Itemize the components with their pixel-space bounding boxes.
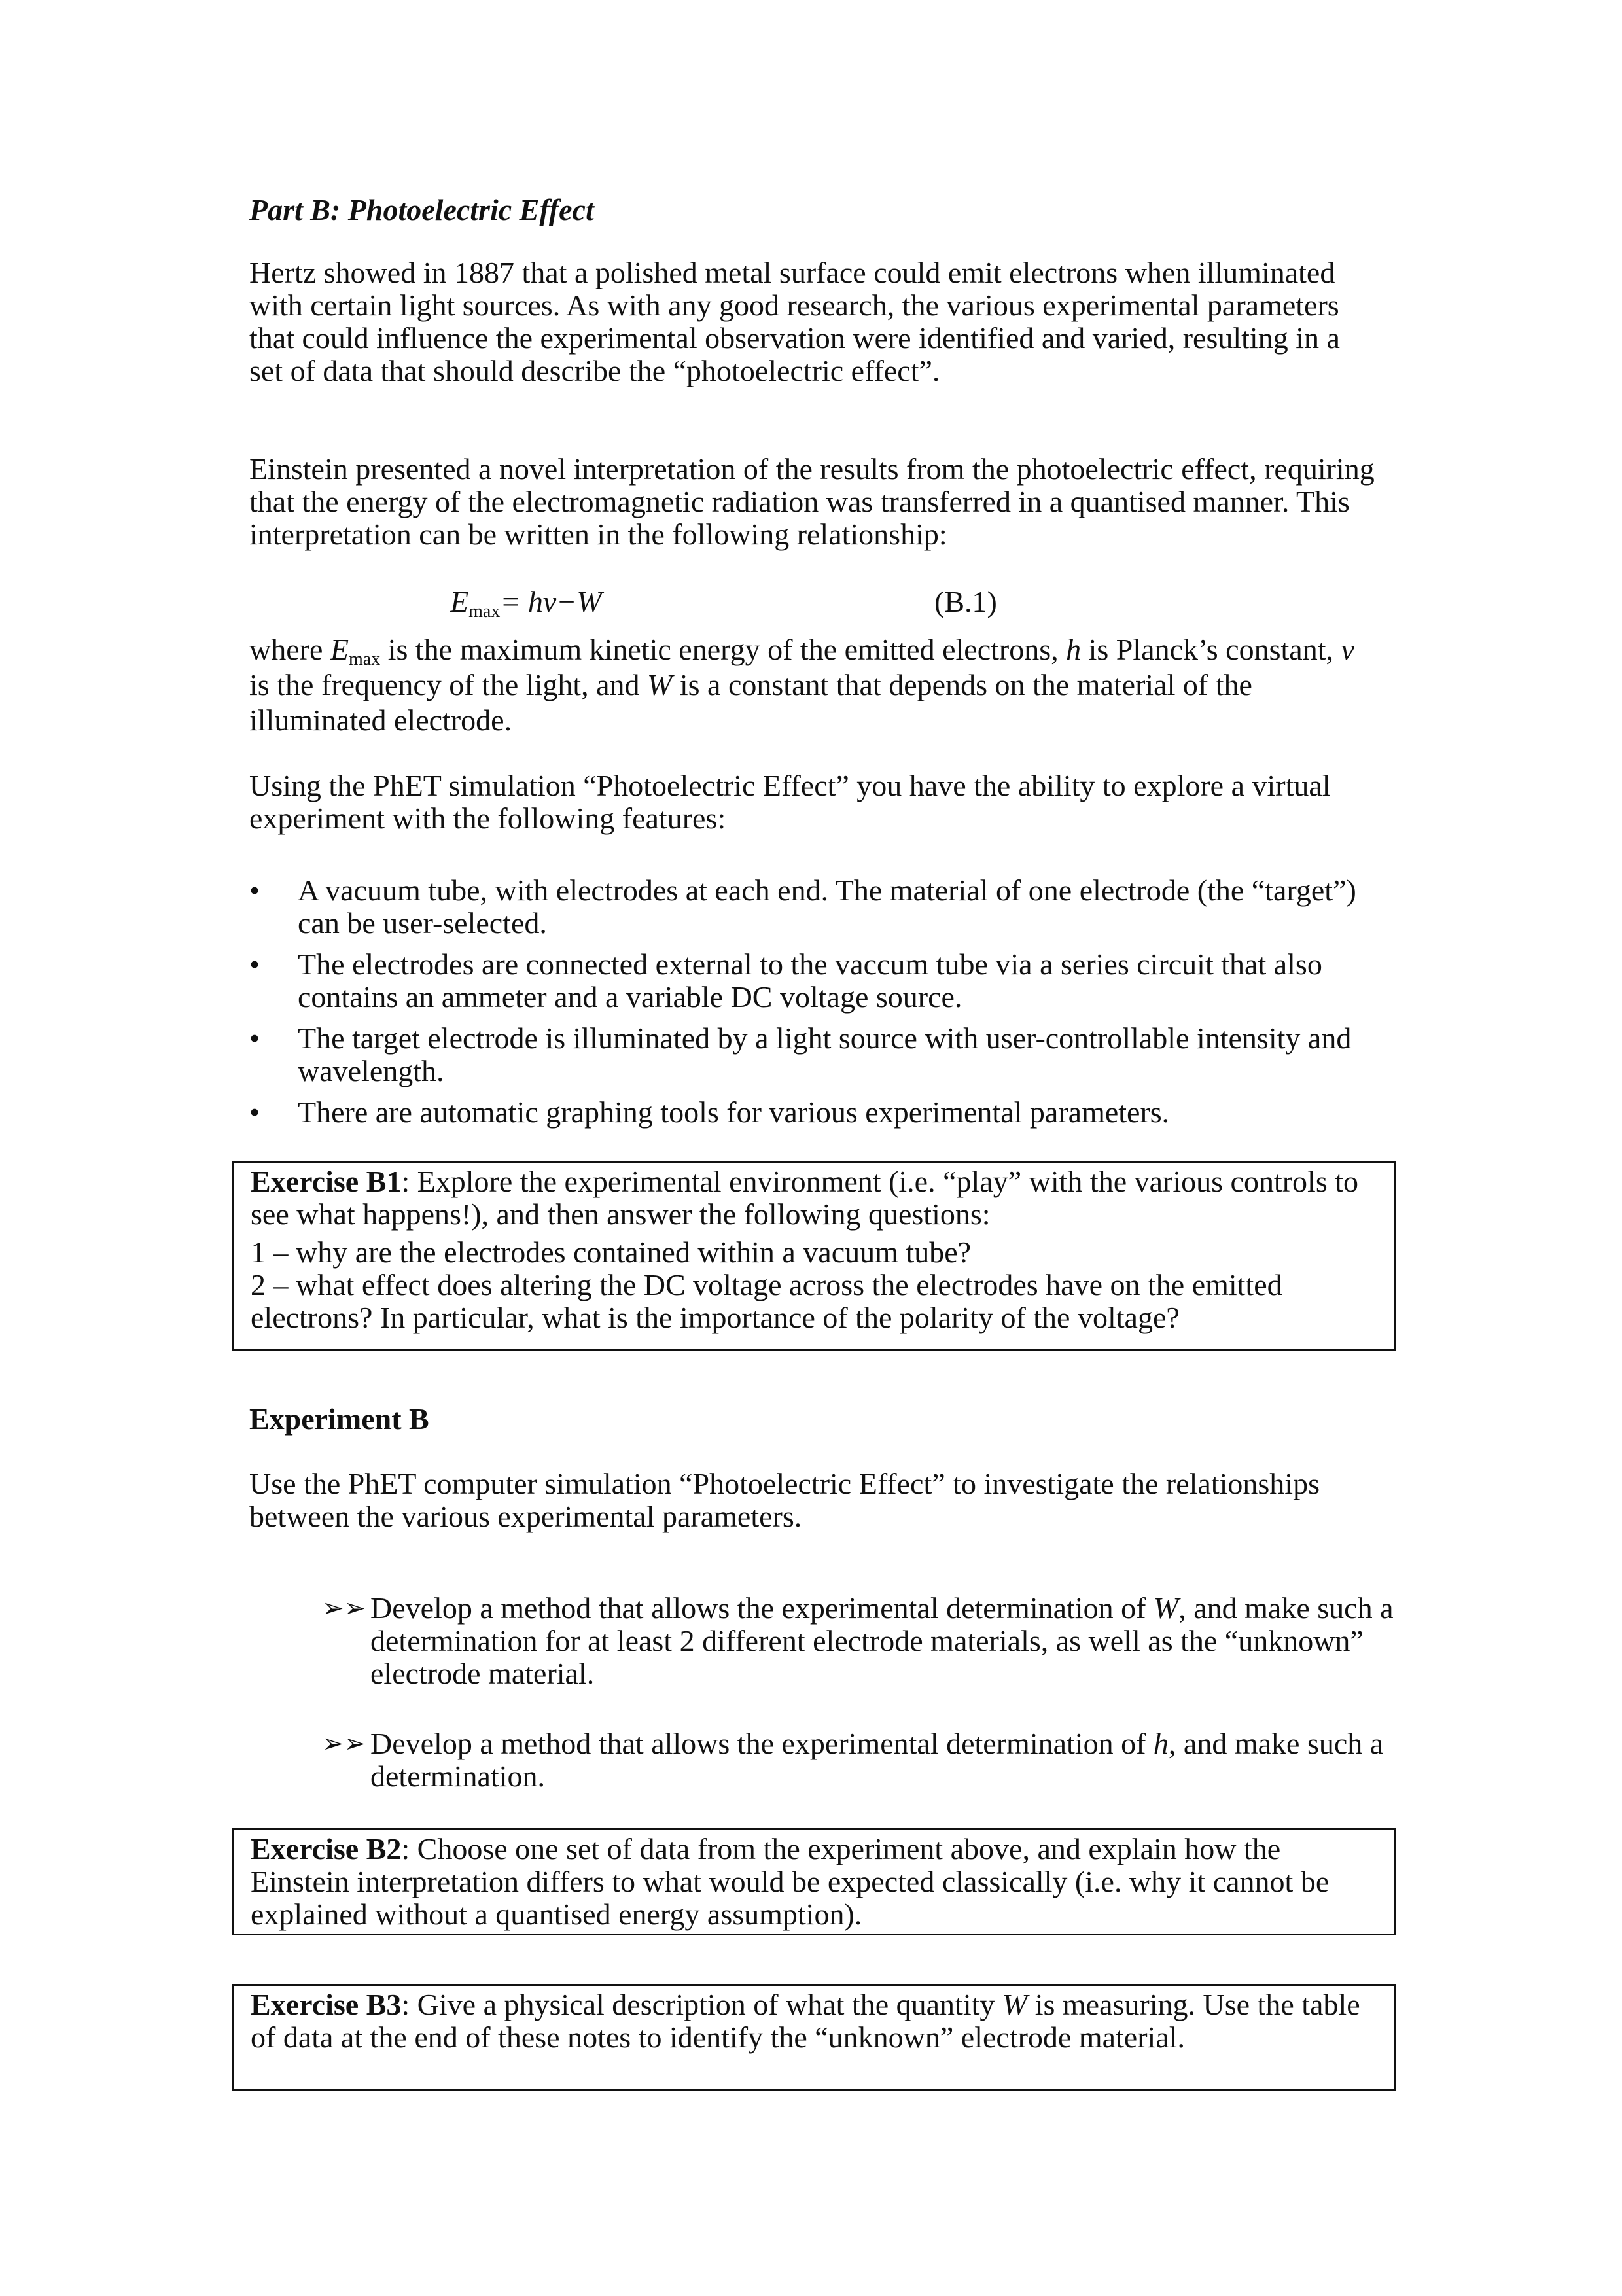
exercise-b2-box [232, 1828, 1396, 1935]
eq-rhs: = hν−W [500, 585, 602, 618]
text: is the frequency of the light, and [249, 668, 648, 701]
bullet-icon: • [249, 947, 260, 981]
var-W: W [647, 668, 673, 701]
paragraph-phet: Using the PhET simulation “Photoelectric Effect” you have the ability to explore a virtual experiment with the following features: [249, 769, 1331, 835]
var-W: W [1153, 1591, 1179, 1625]
exercise-text: : Give a physical description of what the quantity [401, 1988, 1002, 2021]
paragraph-where [249, 632, 1375, 738]
list-item-text: A vacuum tube, with electrodes at each end. The material of one electrode (the “target”) can be user-selected. [298, 874, 1356, 940]
var-h: h [1066, 633, 1082, 666]
bullet-icon: • [249, 1095, 260, 1129]
list-item [249, 1096, 1375, 1129]
bullet-icon: • [249, 874, 260, 907]
list-item [249, 948, 1375, 1014]
task-item [322, 1592, 1430, 1690]
exercise-b1-box [232, 1161, 1396, 1351]
bullet-icon: • [249, 1021, 260, 1055]
list-item-text: The electrodes are connected external to the vaccum tube via a series circuit that also contains an ammeter and a variable DC voltage source. [298, 947, 1322, 1014]
list-item [249, 1022, 1375, 1087]
list-item [249, 874, 1375, 940]
var-sub: max [348, 649, 381, 669]
var-nu: ν [1341, 633, 1354, 666]
exercise-label: Exercise B2 [251, 1832, 402, 1865]
text: is a constant that depends on the material of the illuminated electrode. [249, 668, 1252, 737]
feature-list [249, 874, 1375, 1137]
section-title: Part B: Photoelectric Effect [249, 193, 594, 226]
task-item [322, 1727, 1430, 1793]
text: , and make such a determination for at least 2 different electrode materials, as well as the “unknown” electrode material. [370, 1591, 1394, 1690]
text: Develop a method that allows the experimental determination of [370, 1591, 1154, 1625]
double-arrow-icon: ➢➢ [322, 1729, 366, 1758]
double-arrow-icon: ➢➢ [322, 1593, 366, 1623]
question-1: 1 – why are the electrodes contained within a vacuum tube? [251, 1235, 972, 1269]
equation-label: (B.1) [934, 585, 997, 618]
text: where [249, 633, 330, 666]
text: Develop a method that allows the experimental determination of [370, 1727, 1154, 1760]
var-h: h [1153, 1727, 1169, 1760]
text: , and make such a determination. [370, 1727, 1384, 1793]
experiment-heading: Experiment B [249, 1402, 429, 1436]
exercise-text: : Explore the experimental environment (i.e. “play” with the various controls to see what happens!), and then answer the following questions: [251, 1165, 1359, 1231]
var-E: E [330, 633, 349, 666]
exercise-b3-box [232, 1984, 1396, 2091]
text: is the maximum kinetic energy of the emitted electrons, [380, 633, 1067, 666]
exercise-text: is measuring. Use the table of data at the end of these notes to identify the “unknown” electrode material. [251, 1988, 1360, 2054]
equation [450, 585, 602, 622]
exercise-text: : Choose one set of data from the experiment above, and explain how the Einstein interpretation differs to what would be expected classically (i.e. why it cannot be explained without a quantised energy assumption). [251, 1832, 1330, 1931]
eq-E: E [450, 585, 469, 618]
paragraph-hertz: Hertz showed in 1887 that a polished metal surface could emit electrons when illuminated with certain light sources. As with any good research, the various experimental parameters that could influence the experimental observation were identified and varied, resulting in a set of data that should describe the “photoelectric effect”. [249, 256, 1340, 387]
text: is Planck’s constant, [1081, 633, 1341, 666]
paragraph-experiment: Use the PhET computer simulation “Photoelectric Effect” to investigate the relationships between the various experimental parameters. [249, 1467, 1320, 1533]
paragraph-einstein: Einstein presented a novel interpretation of the results from the photoelectric effect, requiring that the energy of the electromagnetic radiation was transferred in a quantised manner. This interpretation can be written in the following relationship: [249, 452, 1375, 551]
list-item-text: There are automatic graphing tools for various experimental parameters. [298, 1095, 1170, 1129]
exercise-label: Exercise B1 [251, 1165, 402, 1198]
list-item-text: The target electrode is illuminated by a light source with user-controllable intensity and wavelength. [298, 1021, 1352, 1087]
exercise-label: Exercise B3 [251, 1988, 402, 2021]
var-W: W [1002, 1988, 1028, 2021]
question-2: 2 – what effect does altering the DC voltage across the electrodes have on the emitted electrons? In particular, what is the importance of the polarity of the voltage? [251, 1268, 1282, 1334]
eq-sub: max [468, 601, 501, 622]
